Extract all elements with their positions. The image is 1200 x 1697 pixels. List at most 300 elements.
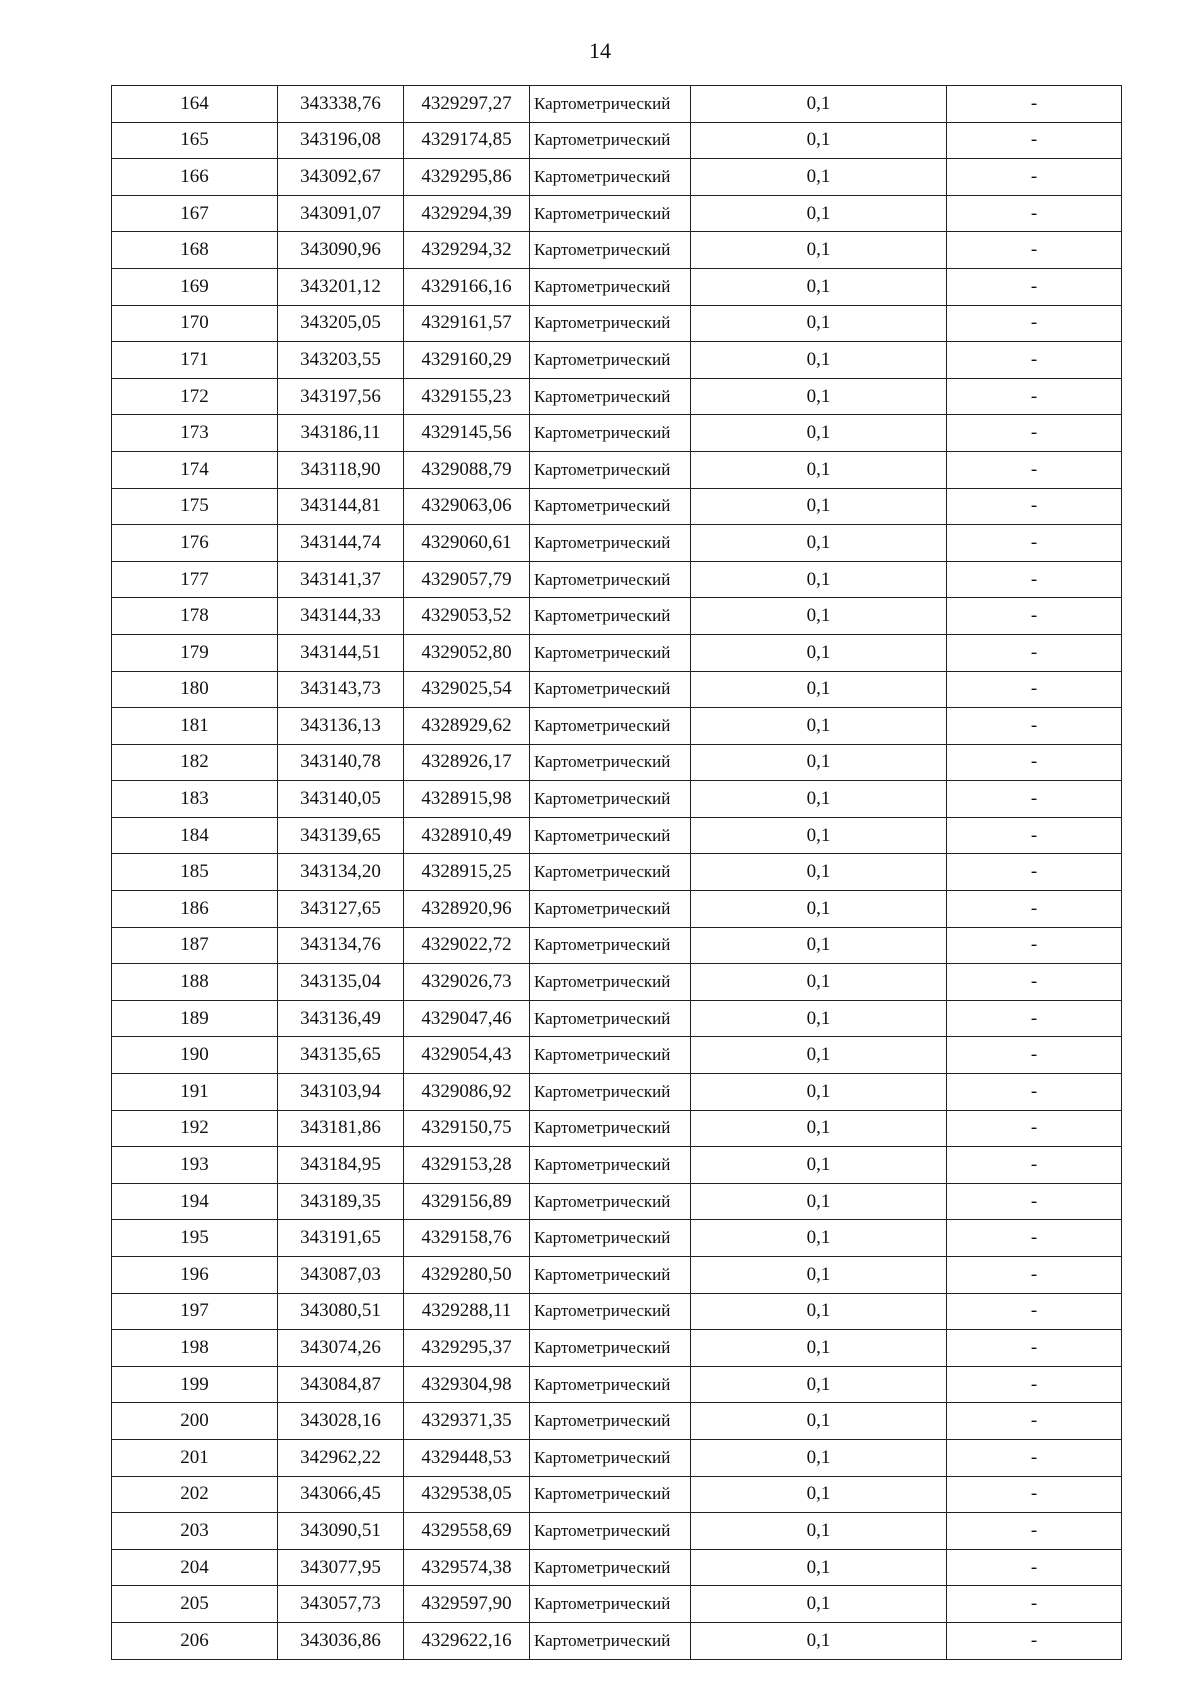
note-cell: - bbox=[947, 86, 1122, 123]
point-number-cell: 190 bbox=[112, 1037, 278, 1074]
note-cell: - bbox=[947, 1074, 1122, 1111]
x-coordinate-cell: 343205,05 bbox=[278, 305, 404, 342]
y-coordinate-cell: 4329086,92 bbox=[404, 1074, 530, 1111]
y-coordinate-cell: 4329063,06 bbox=[404, 488, 530, 525]
point-number-cell: 193 bbox=[112, 1147, 278, 1184]
method-cell: Картометрический bbox=[530, 1000, 691, 1037]
note-cell: - bbox=[947, 744, 1122, 781]
method-cell: Картометрический bbox=[530, 854, 691, 891]
note-cell: - bbox=[947, 781, 1122, 818]
y-coordinate-cell: 4329047,46 bbox=[404, 1000, 530, 1037]
x-coordinate-cell: 343191,65 bbox=[278, 1220, 404, 1257]
accuracy-cell: 0,1 bbox=[691, 964, 947, 1001]
y-coordinate-cell: 4329060,61 bbox=[404, 525, 530, 562]
method-cell: Картометрический bbox=[530, 1622, 691, 1659]
note-cell: - bbox=[947, 378, 1122, 415]
table-row bbox=[112, 305, 1122, 342]
x-coordinate-cell: 343140,05 bbox=[278, 781, 404, 818]
table-row bbox=[112, 1439, 1122, 1476]
coordinates-table-body bbox=[112, 86, 1122, 1660]
accuracy-cell: 0,1 bbox=[691, 1586, 947, 1623]
note-cell: - bbox=[947, 561, 1122, 598]
accuracy-cell: 0,1 bbox=[691, 927, 947, 964]
note-cell: - bbox=[947, 1293, 1122, 1330]
point-number-cell: 169 bbox=[112, 268, 278, 305]
x-coordinate-cell: 343127,65 bbox=[278, 891, 404, 928]
y-coordinate-cell: 4329088,79 bbox=[404, 451, 530, 488]
accuracy-cell: 0,1 bbox=[691, 1622, 947, 1659]
table-row bbox=[112, 1293, 1122, 1330]
accuracy-cell: 0,1 bbox=[691, 86, 947, 123]
method-cell: Картометрический bbox=[530, 1037, 691, 1074]
x-coordinate-cell: 343091,07 bbox=[278, 195, 404, 232]
x-coordinate-cell: 343087,03 bbox=[278, 1257, 404, 1294]
point-number-cell: 187 bbox=[112, 927, 278, 964]
accuracy-cell: 0,1 bbox=[691, 891, 947, 928]
table-row bbox=[112, 342, 1122, 379]
y-coordinate-cell: 4329294,32 bbox=[404, 232, 530, 269]
method-cell: Картометрический bbox=[530, 1366, 691, 1403]
x-coordinate-cell: 343144,74 bbox=[278, 525, 404, 562]
x-coordinate-cell: 343036,86 bbox=[278, 1622, 404, 1659]
method-cell: Картометрический bbox=[530, 195, 691, 232]
note-cell: - bbox=[947, 1476, 1122, 1513]
method-cell: Картометрический bbox=[530, 598, 691, 635]
note-cell: - bbox=[947, 927, 1122, 964]
note-cell: - bbox=[947, 598, 1122, 635]
accuracy-cell: 0,1 bbox=[691, 1366, 947, 1403]
y-coordinate-cell: 4329174,85 bbox=[404, 122, 530, 159]
y-coordinate-cell: 4329280,50 bbox=[404, 1257, 530, 1294]
method-cell: Картометрический bbox=[530, 1513, 691, 1550]
y-coordinate-cell: 4329057,79 bbox=[404, 561, 530, 598]
method-cell: Картометрический bbox=[530, 561, 691, 598]
x-coordinate-cell: 343203,55 bbox=[278, 342, 404, 379]
x-coordinate-cell: 343139,65 bbox=[278, 817, 404, 854]
x-coordinate-cell: 343077,95 bbox=[278, 1549, 404, 1586]
x-coordinate-cell: 343196,08 bbox=[278, 122, 404, 159]
x-coordinate-cell: 343103,94 bbox=[278, 1074, 404, 1111]
accuracy-cell: 0,1 bbox=[691, 781, 947, 818]
y-coordinate-cell: 4329160,29 bbox=[404, 342, 530, 379]
x-coordinate-cell: 343197,56 bbox=[278, 378, 404, 415]
point-number-cell: 166 bbox=[112, 159, 278, 196]
y-coordinate-cell: 4328920,96 bbox=[404, 891, 530, 928]
method-cell: Картометрический bbox=[530, 1074, 691, 1111]
table-row bbox=[112, 122, 1122, 159]
note-cell: - bbox=[947, 964, 1122, 1001]
y-coordinate-cell: 4329161,57 bbox=[404, 305, 530, 342]
note-cell: - bbox=[947, 159, 1122, 196]
note-cell: - bbox=[947, 122, 1122, 159]
note-cell: - bbox=[947, 1439, 1122, 1476]
table-row bbox=[112, 1513, 1122, 1550]
y-coordinate-cell: 4329166,16 bbox=[404, 268, 530, 305]
note-cell: - bbox=[947, 1330, 1122, 1367]
accuracy-cell: 0,1 bbox=[691, 1403, 947, 1440]
y-coordinate-cell: 4329574,38 bbox=[404, 1549, 530, 1586]
method-cell: Картометрический bbox=[530, 1549, 691, 1586]
y-coordinate-cell: 4329026,73 bbox=[404, 964, 530, 1001]
method-cell: Картометрический bbox=[530, 342, 691, 379]
page-number: 14 bbox=[589, 38, 611, 63]
x-coordinate-cell: 343134,76 bbox=[278, 927, 404, 964]
accuracy-cell: 0,1 bbox=[691, 1147, 947, 1184]
accuracy-cell: 0,1 bbox=[691, 1183, 947, 1220]
point-number-cell: 174 bbox=[112, 451, 278, 488]
method-cell: Картометрический bbox=[530, 232, 691, 269]
accuracy-cell: 0,1 bbox=[691, 159, 947, 196]
accuracy-cell: 0,1 bbox=[691, 1000, 947, 1037]
point-number-cell: 176 bbox=[112, 525, 278, 562]
accuracy-cell: 0,1 bbox=[691, 232, 947, 269]
y-coordinate-cell: 4329622,16 bbox=[404, 1622, 530, 1659]
x-coordinate-cell: 343084,87 bbox=[278, 1366, 404, 1403]
method-cell: Картометрический bbox=[530, 744, 691, 781]
point-number-cell: 197 bbox=[112, 1293, 278, 1330]
table-row bbox=[112, 1330, 1122, 1367]
accuracy-cell: 0,1 bbox=[691, 634, 947, 671]
x-coordinate-cell: 343090,96 bbox=[278, 232, 404, 269]
coordinates-table bbox=[111, 85, 1122, 1660]
point-number-cell: 167 bbox=[112, 195, 278, 232]
method-cell: Картометрический bbox=[530, 1403, 691, 1440]
note-cell: - bbox=[947, 1183, 1122, 1220]
accuracy-cell: 0,1 bbox=[691, 195, 947, 232]
point-number-cell: 188 bbox=[112, 964, 278, 1001]
note-cell: - bbox=[947, 1403, 1122, 1440]
x-coordinate-cell: 343135,04 bbox=[278, 964, 404, 1001]
table-row bbox=[112, 1147, 1122, 1184]
point-number-cell: 178 bbox=[112, 598, 278, 635]
point-number-cell: 194 bbox=[112, 1183, 278, 1220]
y-coordinate-cell: 4328915,98 bbox=[404, 781, 530, 818]
table-row bbox=[112, 1257, 1122, 1294]
table-row bbox=[112, 378, 1122, 415]
method-cell: Картометрический bbox=[530, 159, 691, 196]
x-coordinate-cell: 343186,11 bbox=[278, 415, 404, 452]
table-row bbox=[112, 964, 1122, 1001]
table-row bbox=[112, 86, 1122, 123]
x-coordinate-cell: 343144,51 bbox=[278, 634, 404, 671]
note-cell: - bbox=[947, 232, 1122, 269]
method-cell: Картометрический bbox=[530, 964, 691, 1001]
point-number-cell: 192 bbox=[112, 1110, 278, 1147]
y-coordinate-cell: 4328915,25 bbox=[404, 854, 530, 891]
x-coordinate-cell: 343135,65 bbox=[278, 1037, 404, 1074]
y-coordinate-cell: 4329304,98 bbox=[404, 1366, 530, 1403]
table-row bbox=[112, 415, 1122, 452]
y-coordinate-cell: 4328929,62 bbox=[404, 708, 530, 745]
method-cell: Картометрический bbox=[530, 525, 691, 562]
note-cell: - bbox=[947, 1549, 1122, 1586]
accuracy-cell: 0,1 bbox=[691, 561, 947, 598]
table-row bbox=[112, 1183, 1122, 1220]
point-number-cell: 199 bbox=[112, 1366, 278, 1403]
y-coordinate-cell: 4329155,23 bbox=[404, 378, 530, 415]
accuracy-cell: 0,1 bbox=[691, 378, 947, 415]
table-row bbox=[112, 1000, 1122, 1037]
note-cell: - bbox=[947, 1220, 1122, 1257]
method-cell: Картометрический bbox=[530, 1476, 691, 1513]
table-row bbox=[112, 1220, 1122, 1257]
table-row bbox=[112, 671, 1122, 708]
method-cell: Картометрический bbox=[530, 1183, 691, 1220]
note-cell: - bbox=[947, 1622, 1122, 1659]
note-cell: - bbox=[947, 891, 1122, 928]
note-cell: - bbox=[947, 195, 1122, 232]
accuracy-cell: 0,1 bbox=[691, 1037, 947, 1074]
y-coordinate-cell: 4329150,75 bbox=[404, 1110, 530, 1147]
note-cell: - bbox=[947, 1000, 1122, 1037]
table-row bbox=[112, 268, 1122, 305]
method-cell: Картометрический bbox=[530, 86, 691, 123]
x-coordinate-cell: 343092,67 bbox=[278, 159, 404, 196]
note-cell: - bbox=[947, 1110, 1122, 1147]
accuracy-cell: 0,1 bbox=[691, 415, 947, 452]
note-cell: - bbox=[947, 525, 1122, 562]
table-row bbox=[112, 159, 1122, 196]
method-cell: Картометрический bbox=[530, 305, 691, 342]
x-coordinate-cell: 343144,81 bbox=[278, 488, 404, 525]
table-row bbox=[112, 1476, 1122, 1513]
accuracy-cell: 0,1 bbox=[691, 488, 947, 525]
point-number-cell: 202 bbox=[112, 1476, 278, 1513]
x-coordinate-cell: 343066,45 bbox=[278, 1476, 404, 1513]
method-cell: Картометрический bbox=[530, 378, 691, 415]
note-cell: - bbox=[947, 415, 1122, 452]
point-number-cell: 175 bbox=[112, 488, 278, 525]
note-cell: - bbox=[947, 342, 1122, 379]
note-cell: - bbox=[947, 1037, 1122, 1074]
table-row bbox=[112, 232, 1122, 269]
accuracy-cell: 0,1 bbox=[691, 1110, 947, 1147]
table-row bbox=[112, 708, 1122, 745]
note-cell: - bbox=[947, 1257, 1122, 1294]
method-cell: Картометрический bbox=[530, 781, 691, 818]
y-coordinate-cell: 4329158,76 bbox=[404, 1220, 530, 1257]
point-number-cell: 165 bbox=[112, 122, 278, 159]
point-number-cell: 185 bbox=[112, 854, 278, 891]
x-coordinate-cell: 343141,37 bbox=[278, 561, 404, 598]
method-cell: Картометрический bbox=[530, 1257, 691, 1294]
point-number-cell: 171 bbox=[112, 342, 278, 379]
accuracy-cell: 0,1 bbox=[691, 1476, 947, 1513]
method-cell: Картометрический bbox=[530, 1439, 691, 1476]
y-coordinate-cell: 4329145,56 bbox=[404, 415, 530, 452]
table-row bbox=[112, 854, 1122, 891]
point-number-cell: 206 bbox=[112, 1622, 278, 1659]
accuracy-cell: 0,1 bbox=[691, 305, 947, 342]
accuracy-cell: 0,1 bbox=[691, 744, 947, 781]
x-coordinate-cell: 343181,86 bbox=[278, 1110, 404, 1147]
method-cell: Картометрический bbox=[530, 1586, 691, 1623]
method-cell: Картометрический bbox=[530, 451, 691, 488]
note-cell: - bbox=[947, 268, 1122, 305]
point-number-cell: 181 bbox=[112, 708, 278, 745]
point-number-cell: 196 bbox=[112, 1257, 278, 1294]
method-cell: Картометрический bbox=[530, 1293, 691, 1330]
y-coordinate-cell: 4329295,37 bbox=[404, 1330, 530, 1367]
y-coordinate-cell: 4329297,27 bbox=[404, 86, 530, 123]
x-coordinate-cell: 342962,22 bbox=[278, 1439, 404, 1476]
accuracy-cell: 0,1 bbox=[691, 708, 947, 745]
y-coordinate-cell: 4329052,80 bbox=[404, 634, 530, 671]
y-coordinate-cell: 4329448,53 bbox=[404, 1439, 530, 1476]
method-cell: Картометрический bbox=[530, 415, 691, 452]
y-coordinate-cell: 4329538,05 bbox=[404, 1476, 530, 1513]
x-coordinate-cell: 343140,78 bbox=[278, 744, 404, 781]
y-coordinate-cell: 4328910,49 bbox=[404, 817, 530, 854]
point-number-cell: 182 bbox=[112, 744, 278, 781]
y-coordinate-cell: 4329597,90 bbox=[404, 1586, 530, 1623]
x-coordinate-cell: 343090,51 bbox=[278, 1513, 404, 1550]
note-cell: - bbox=[947, 708, 1122, 745]
table-row bbox=[112, 525, 1122, 562]
accuracy-cell: 0,1 bbox=[691, 451, 947, 488]
method-cell: Картометрический bbox=[530, 268, 691, 305]
accuracy-cell: 0,1 bbox=[691, 342, 947, 379]
x-coordinate-cell: 343134,20 bbox=[278, 854, 404, 891]
method-cell: Картометрический bbox=[530, 1147, 691, 1184]
point-number-cell: 164 bbox=[112, 86, 278, 123]
method-cell: Картометрический bbox=[530, 488, 691, 525]
y-coordinate-cell: 4329054,43 bbox=[404, 1037, 530, 1074]
accuracy-cell: 0,1 bbox=[691, 854, 947, 891]
table-row bbox=[112, 1549, 1122, 1586]
x-coordinate-cell: 343136,13 bbox=[278, 708, 404, 745]
y-coordinate-cell: 4329022,72 bbox=[404, 927, 530, 964]
method-cell: Картометрический bbox=[530, 122, 691, 159]
y-coordinate-cell: 4328926,17 bbox=[404, 744, 530, 781]
y-coordinate-cell: 4329295,86 bbox=[404, 159, 530, 196]
point-number-cell: 183 bbox=[112, 781, 278, 818]
y-coordinate-cell: 4329156,89 bbox=[404, 1183, 530, 1220]
accuracy-cell: 0,1 bbox=[691, 1220, 947, 1257]
y-coordinate-cell: 4329288,11 bbox=[404, 1293, 530, 1330]
table-row bbox=[112, 744, 1122, 781]
y-coordinate-cell: 4329294,39 bbox=[404, 195, 530, 232]
accuracy-cell: 0,1 bbox=[691, 671, 947, 708]
accuracy-cell: 0,1 bbox=[691, 1293, 947, 1330]
table-row bbox=[112, 195, 1122, 232]
table-row bbox=[112, 634, 1122, 671]
table-row bbox=[112, 1622, 1122, 1659]
table-row bbox=[112, 1110, 1122, 1147]
point-number-cell: 200 bbox=[112, 1403, 278, 1440]
accuracy-cell: 0,1 bbox=[691, 1074, 947, 1111]
x-coordinate-cell: 343143,73 bbox=[278, 671, 404, 708]
note-cell: - bbox=[947, 1513, 1122, 1550]
y-coordinate-cell: 4329558,69 bbox=[404, 1513, 530, 1550]
point-number-cell: 168 bbox=[112, 232, 278, 269]
note-cell: - bbox=[947, 488, 1122, 525]
table-row bbox=[112, 1366, 1122, 1403]
table-row bbox=[112, 927, 1122, 964]
y-coordinate-cell: 4329053,52 bbox=[404, 598, 530, 635]
note-cell: - bbox=[947, 305, 1122, 342]
note-cell: - bbox=[947, 671, 1122, 708]
method-cell: Картометрический bbox=[530, 891, 691, 928]
note-cell: - bbox=[947, 451, 1122, 488]
note-cell: - bbox=[947, 1147, 1122, 1184]
x-coordinate-cell: 343074,26 bbox=[278, 1330, 404, 1367]
y-coordinate-cell: 4329371,35 bbox=[404, 1403, 530, 1440]
y-coordinate-cell: 4329153,28 bbox=[404, 1147, 530, 1184]
accuracy-cell: 0,1 bbox=[691, 122, 947, 159]
point-number-cell: 189 bbox=[112, 1000, 278, 1037]
table-row bbox=[112, 781, 1122, 818]
table-row bbox=[112, 451, 1122, 488]
note-cell: - bbox=[947, 634, 1122, 671]
table-row bbox=[112, 1586, 1122, 1623]
note-cell: - bbox=[947, 1366, 1122, 1403]
point-number-cell: 180 bbox=[112, 671, 278, 708]
point-number-cell: 195 bbox=[112, 1220, 278, 1257]
point-number-cell: 179 bbox=[112, 634, 278, 671]
point-number-cell: 201 bbox=[112, 1439, 278, 1476]
method-cell: Картометрический bbox=[530, 927, 691, 964]
x-coordinate-cell: 343136,49 bbox=[278, 1000, 404, 1037]
note-cell: - bbox=[947, 854, 1122, 891]
accuracy-cell: 0,1 bbox=[691, 268, 947, 305]
point-number-cell: 173 bbox=[112, 415, 278, 452]
point-number-cell: 191 bbox=[112, 1074, 278, 1111]
point-number-cell: 205 bbox=[112, 1586, 278, 1623]
x-coordinate-cell: 343057,73 bbox=[278, 1586, 404, 1623]
point-number-cell: 198 bbox=[112, 1330, 278, 1367]
x-coordinate-cell: 343080,51 bbox=[278, 1293, 404, 1330]
method-cell: Картометрический bbox=[530, 817, 691, 854]
x-coordinate-cell: 343028,16 bbox=[278, 1403, 404, 1440]
table-row bbox=[112, 488, 1122, 525]
method-cell: Картометрический bbox=[530, 1220, 691, 1257]
method-cell: Картометрический bbox=[530, 708, 691, 745]
point-number-cell: 203 bbox=[112, 1513, 278, 1550]
table-row bbox=[112, 561, 1122, 598]
accuracy-cell: 0,1 bbox=[691, 1549, 947, 1586]
accuracy-cell: 0,1 bbox=[691, 1330, 947, 1367]
table-row bbox=[112, 817, 1122, 854]
point-number-cell: 204 bbox=[112, 1549, 278, 1586]
accuracy-cell: 0,1 bbox=[691, 525, 947, 562]
x-coordinate-cell: 343189,35 bbox=[278, 1183, 404, 1220]
table-row bbox=[112, 1074, 1122, 1111]
note-cell: - bbox=[947, 1586, 1122, 1623]
x-coordinate-cell: 343118,90 bbox=[278, 451, 404, 488]
accuracy-cell: 0,1 bbox=[691, 1513, 947, 1550]
accuracy-cell: 0,1 bbox=[691, 598, 947, 635]
point-number-cell: 186 bbox=[112, 891, 278, 928]
table-row bbox=[112, 1403, 1122, 1440]
point-number-cell: 172 bbox=[112, 378, 278, 415]
method-cell: Картометрический bbox=[530, 671, 691, 708]
method-cell: Картометрический bbox=[530, 634, 691, 671]
accuracy-cell: 0,1 bbox=[691, 1257, 947, 1294]
table-row bbox=[112, 891, 1122, 928]
method-cell: Картометрический bbox=[530, 1110, 691, 1147]
table-row bbox=[112, 598, 1122, 635]
point-number-cell: 177 bbox=[112, 561, 278, 598]
x-coordinate-cell: 343184,95 bbox=[278, 1147, 404, 1184]
accuracy-cell: 0,1 bbox=[691, 1439, 947, 1476]
point-number-cell: 184 bbox=[112, 817, 278, 854]
x-coordinate-cell: 343144,33 bbox=[278, 598, 404, 635]
point-number-cell: 170 bbox=[112, 305, 278, 342]
table-row bbox=[112, 1037, 1122, 1074]
x-coordinate-cell: 343201,12 bbox=[278, 268, 404, 305]
accuracy-cell: 0,1 bbox=[691, 817, 947, 854]
